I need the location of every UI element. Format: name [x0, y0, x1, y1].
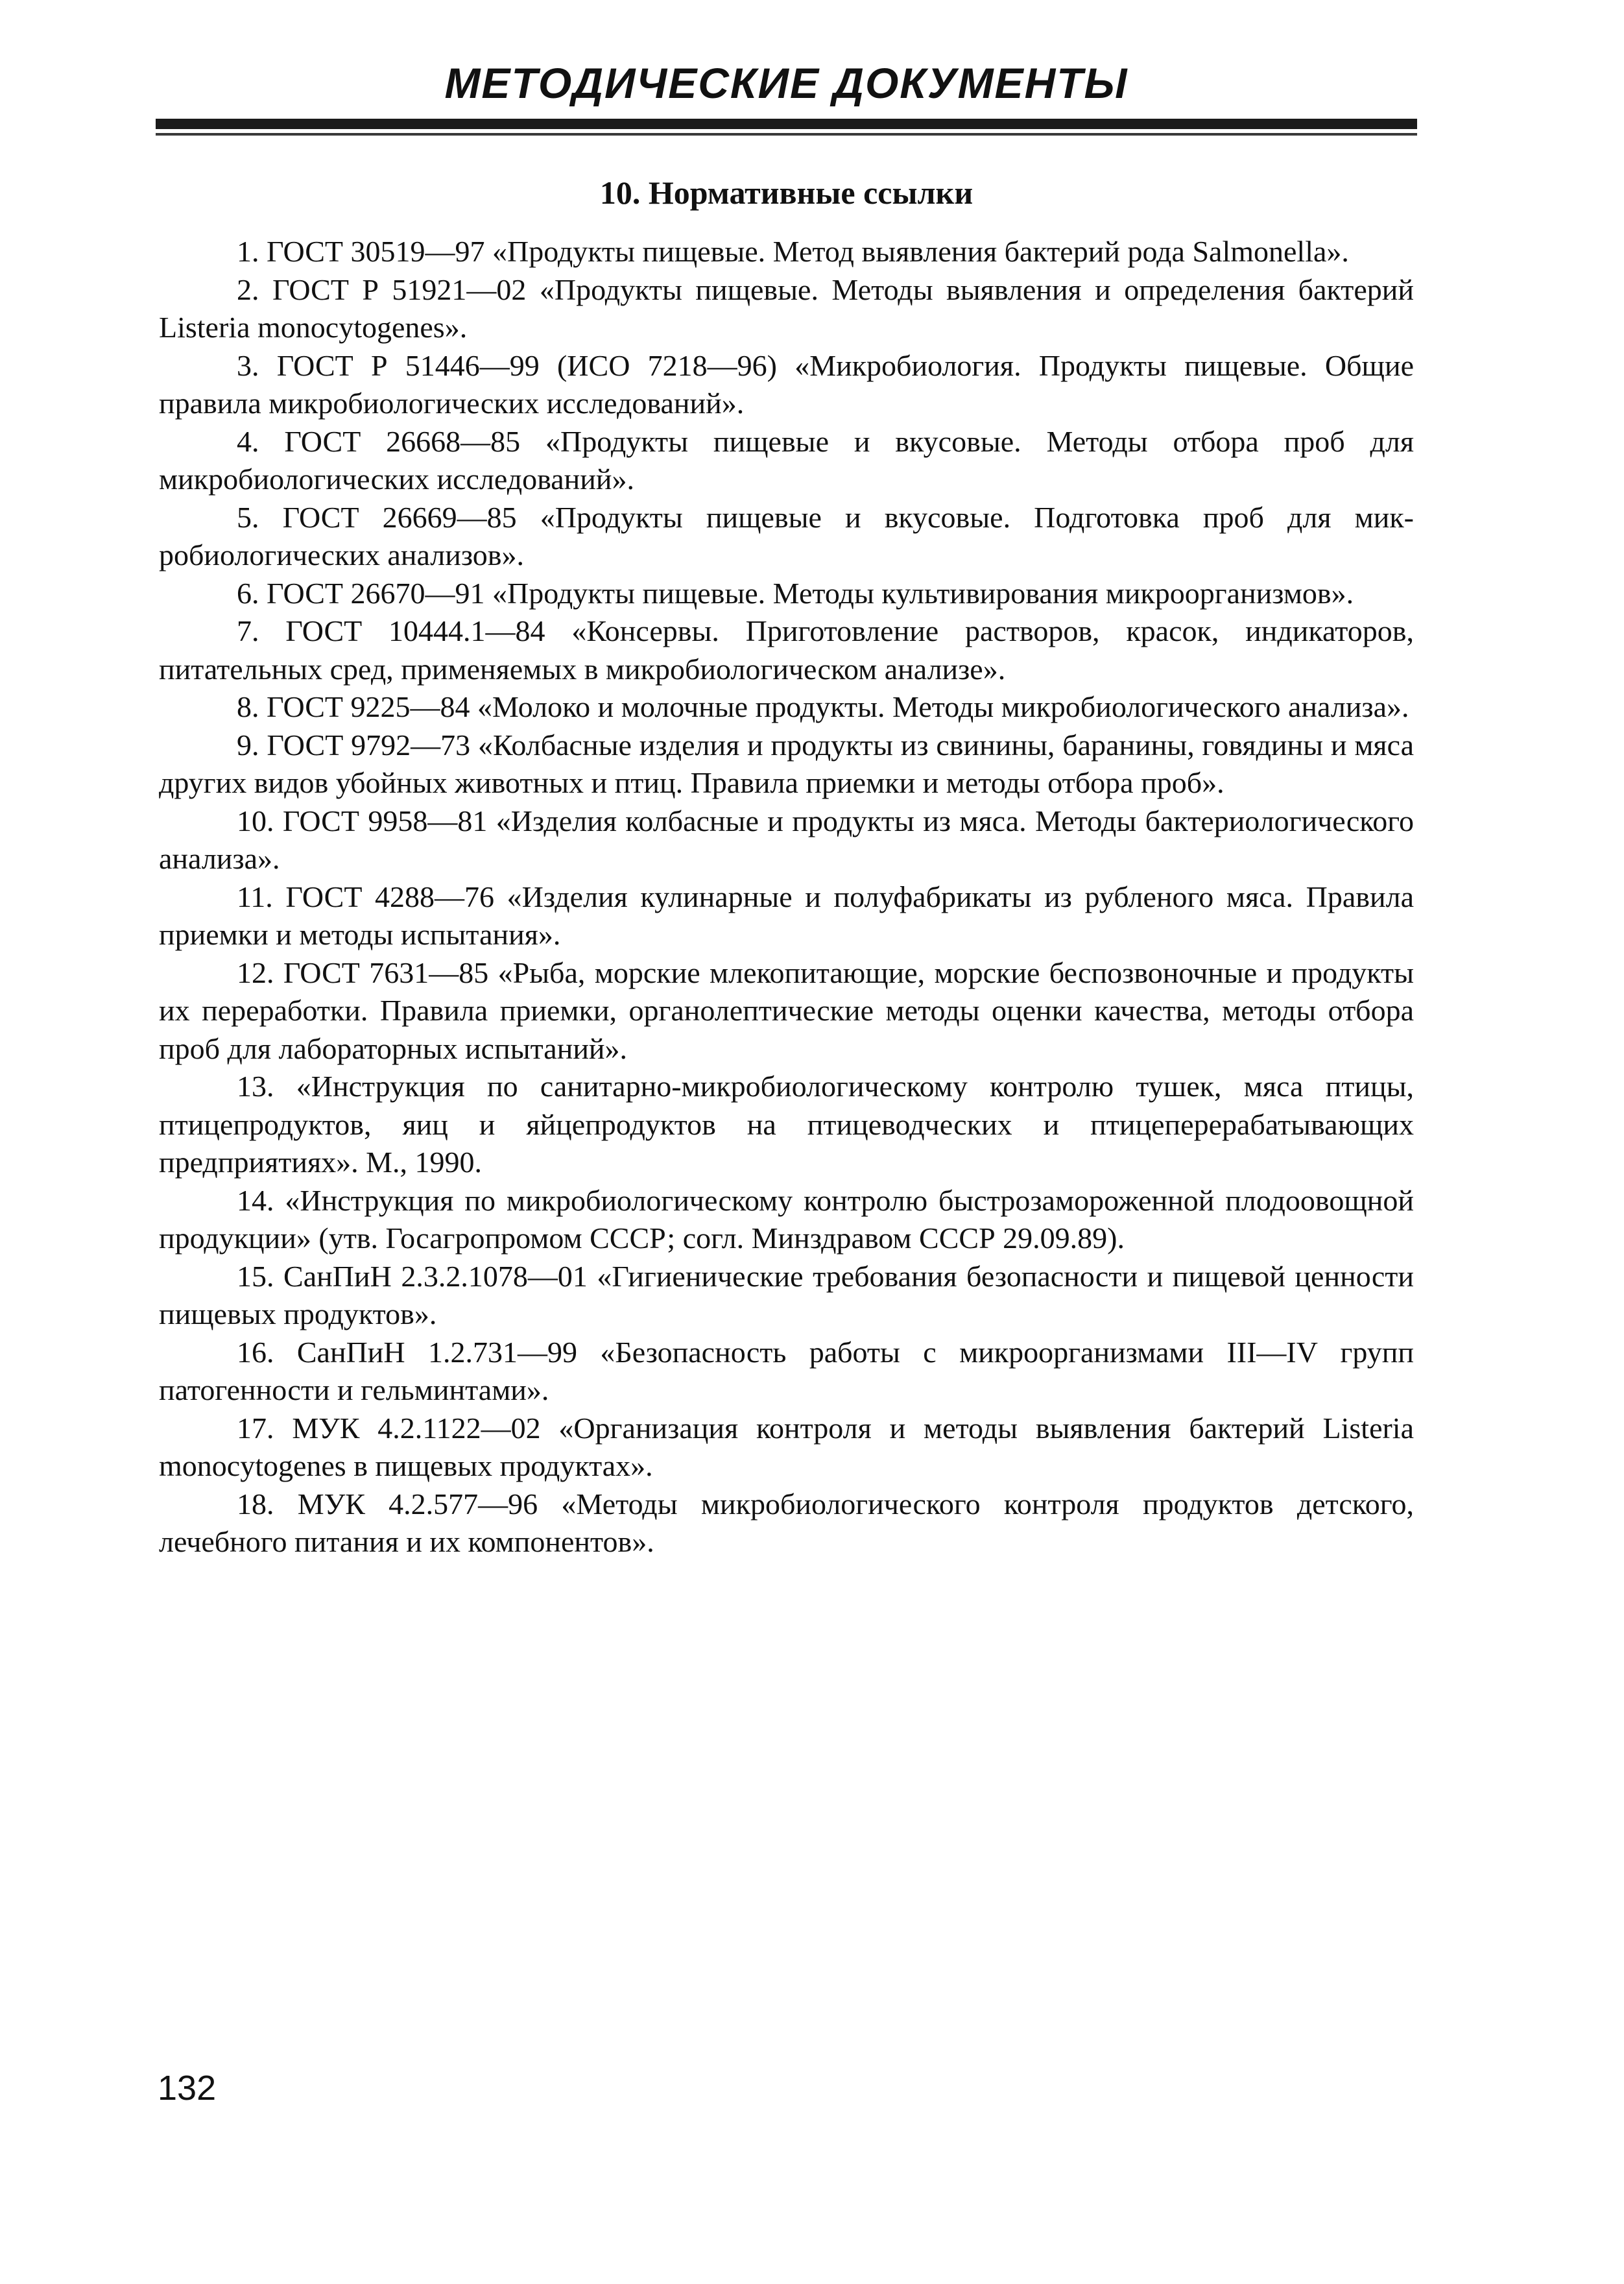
reference-item-12: 12. ГОСТ 7631—85 «Рыба, морские млекопитающие, морские беспозвоночные и продукты их переработки. Правила приемки, органолептические методы оценки качества, методы отбора проб для лабораторных испытаний». [159, 956, 1414, 1065]
reference-item-15: 15. СанПиН 2.3.2.1078—01 «Гигиенические требования безопасности и пищевой ценности пищевых продуктов». [159, 1259, 1414, 1330]
reference-item-17: 17. МУК 4.2.1122—02 «Организация контроля и методы выявления бактерий Listeria monocytogenes в пищевых продуктах». [159, 1411, 1414, 1482]
header-rule-thin [156, 133, 1417, 136]
reference-item-13: 13. «Инструкция по санитарно-микробиологическому контролю тушек, мяса птицы, птицепродуктов, яиц и яйцепродуктов на птицеводческих и птицеперерабатывающих предприятиях». М., 1990. [159, 1070, 1414, 1179]
reference-item-9: 9. ГОСТ 9792—73 «Колбасные изделия и продукты из свинины, баранины, говядины и мяса других видов убойных животных и птиц. Правила приемки и методы отбора проб». [159, 728, 1414, 799]
running-header-title: МЕТОДИЧЕСКИЕ ДОКУМЕНТЫ [444, 59, 1128, 107]
reference-list [159, 233, 1414, 1561]
reference-item-7: 7. ГОСТ 10444.1—84 «Консервы. Приготовление растворов, красок, индикаторов, питательных сред, применяемых в микробиологическом анализе». [159, 614, 1414, 686]
reference-item-11: 11. ГОСТ 4288—76 «Изделия кулинарные и полуфабрикаты из рубленого мяса. Правила приемки и методы испытания». [159, 880, 1414, 951]
reference-item-3: 3. ГОСТ Р 51446—99 (ИСО 7218—96) «Микробиология. Продукты пищевые. Общие правила микробиологических исследований». [159, 348, 1414, 420]
reference-item-18: 18. МУК 4.2.577—96 «Методы микробиологического контроля продуктов детского, лечебного питания и их компонентов». [159, 1487, 1414, 1558]
reference-item-10: 10. ГОСТ 9958—81 «Изделия колбасные и продукты из мяса. Методы бактериологического анализа». [159, 804, 1414, 875]
reference-item-2: 2. ГОСТ Р 51921—02 «Продукты пищевые. Методы выявления и определения бактерий Listeria monocytogenes». [159, 272, 1414, 344]
reference-item-5: 5. ГОСТ 26669—85 «Продукты пищевые и вкусовые. Подготовка проб для микробиологических анализов». [159, 500, 1414, 571]
header-rule-thick [156, 119, 1417, 129]
reference-item-6: 6. ГОСТ 26670—91 «Продукты пищевые. Методы культивирования микроорганизмов». [237, 576, 1354, 610]
reference-item-16: 16. СанПиН 1.2.731—99 «Безопасность работы с микроорганизмами III—IV групп патогенности и гельминтами». [159, 1335, 1414, 1406]
page-number: 132 [158, 2069, 217, 2108]
section-title: 10. Нормативные ссылки [599, 174, 973, 211]
reference-item-4: 4. ГОСТ 26668—85 «Продукты пищевые и вкусовые. Методы отбора проб для микробиологических исследований». [159, 424, 1414, 496]
reference-item-1: 1. ГОСТ 30519—97 «Продукты пищевые. Метод выявления бактерий рода Salmonella». [237, 235, 1349, 268]
reference-item-8: 8. ГОСТ 9225—84 «Молоко и молочные продукты. Методы микробиологического анализа». [237, 690, 1409, 723]
reference-item-14: 14. «Инструкция по микробиологическому контролю быстрозамороженной плодоовощной продукции» (утв. Госагропромом СССР; согл. Минздравом СССР 29.09.89). [159, 1183, 1414, 1255]
